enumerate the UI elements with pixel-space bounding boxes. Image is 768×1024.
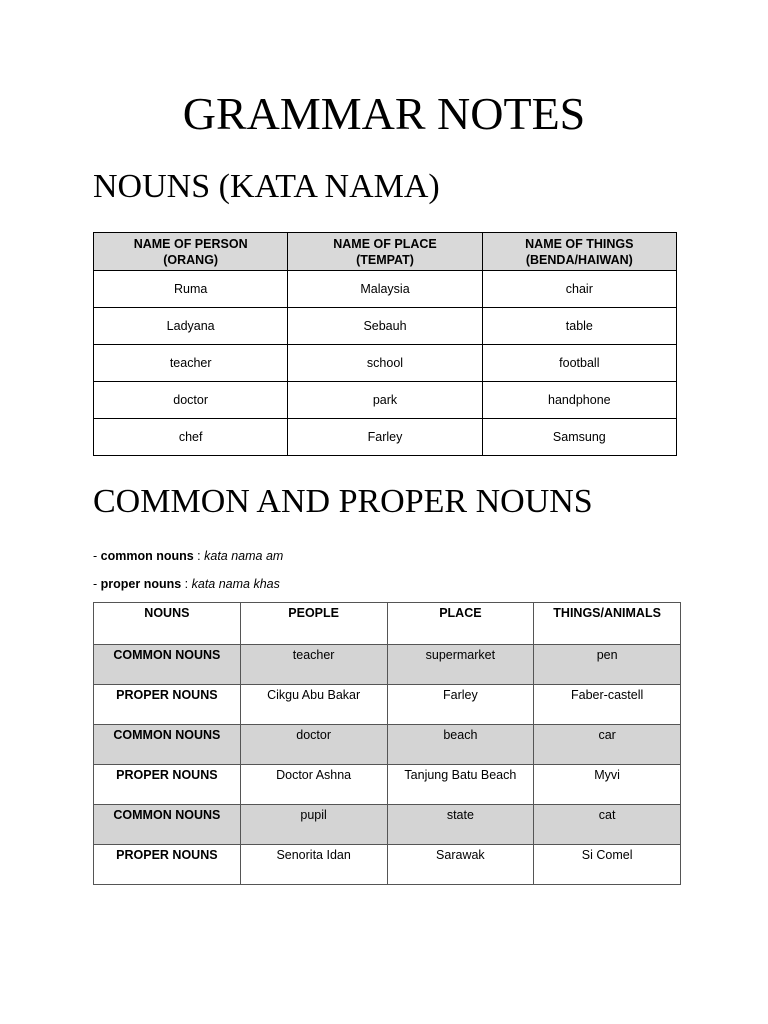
table-cell: Senorita Idan	[240, 845, 387, 885]
column-header-things-animals: THINGS/ANIMALS	[534, 603, 681, 645]
table-cell: park	[288, 382, 482, 419]
table-row	[94, 271, 677, 308]
column-header-place: NAME OF PLACE (TEMPAT)	[288, 233, 482, 271]
table-cell: Samsung	[482, 419, 676, 456]
nouns-heading: NOUNS (KATA NAMA)	[93, 168, 440, 205]
common-proper-heading: COMMON AND PROPER NOUNS	[93, 483, 593, 520]
column-header-person: NAME OF PERSON (ORANG)	[94, 233, 288, 271]
table-cell: Ladyana	[94, 308, 288, 345]
nouns-table	[93, 232, 677, 456]
table-cell: cat	[534, 805, 681, 845]
table-cell: Si Comel	[534, 845, 681, 885]
table-row	[94, 382, 677, 419]
table-row	[94, 308, 677, 345]
table-cell: teacher	[240, 645, 387, 685]
table-cell: supermarket	[387, 645, 534, 685]
row-label: PROPER NOUNS	[94, 685, 241, 725]
table-cell: pen	[534, 645, 681, 685]
table-cell: handphone	[482, 382, 676, 419]
table-header-row	[94, 233, 677, 271]
table-cell: school	[288, 345, 482, 382]
column-header-nouns: NOUNS	[94, 603, 241, 645]
table-cell: Cikgu Abu Bakar	[240, 685, 387, 725]
row-label: COMMON NOUNS	[94, 805, 241, 845]
table-row	[94, 805, 681, 845]
common-nouns-definition: - common nouns : kata nama am	[93, 549, 284, 563]
table-cell: Malaysia	[288, 271, 482, 308]
page-title: GRAMMAR NOTES	[182, 88, 586, 139]
row-label: COMMON NOUNS	[94, 725, 241, 765]
table-row	[94, 725, 681, 765]
table-row	[94, 645, 681, 685]
column-header-things: NAME OF THINGS (BENDA/HAIWAN)	[482, 233, 676, 271]
table-cell: doctor	[94, 382, 288, 419]
table-cell: pupil	[240, 805, 387, 845]
table-cell: Ruma	[94, 271, 288, 308]
proper-nouns-meaning: kata nama khas	[191, 577, 280, 591]
table-cell: teacher	[94, 345, 288, 382]
row-label: PROPER NOUNS	[94, 765, 241, 805]
table-cell: Faber-castell	[534, 685, 681, 725]
column-header-place: PLACE	[387, 603, 534, 645]
table-header-row	[94, 603, 681, 645]
table-row	[94, 845, 681, 885]
table-cell: football	[482, 345, 676, 382]
table-cell: Doctor Ashna	[240, 765, 387, 805]
table-row	[94, 685, 681, 725]
table-cell: table	[482, 308, 676, 345]
table-row	[94, 765, 681, 805]
table-cell: chair	[482, 271, 676, 308]
row-label: PROPER NOUNS	[94, 845, 241, 885]
table-cell: chef	[94, 419, 288, 456]
common-nouns-term: common nouns	[100, 549, 194, 563]
table-cell: state	[387, 805, 534, 845]
table-cell: car	[534, 725, 681, 765]
column-header-people: PEOPLE	[240, 603, 387, 645]
table-row	[94, 419, 677, 456]
proper-nouns-term: proper nouns	[100, 577, 182, 591]
table-cell: Sebauh	[288, 308, 482, 345]
row-label: COMMON NOUNS	[94, 645, 241, 685]
table-cell: Farley	[288, 419, 482, 456]
proper-nouns-definition: - proper nouns : kata nama khas	[93, 577, 280, 591]
table-row	[94, 345, 677, 382]
table-cell: doctor	[240, 725, 387, 765]
table-cell: beach	[387, 725, 534, 765]
table-cell: Farley	[387, 685, 534, 725]
table-cell: Sarawak	[387, 845, 534, 885]
table-cell: Myvi	[534, 765, 681, 805]
common-proper-table	[93, 602, 681, 885]
table-cell: Tanjung Batu Beach	[387, 765, 534, 805]
common-nouns-meaning: kata nama am	[204, 549, 284, 563]
